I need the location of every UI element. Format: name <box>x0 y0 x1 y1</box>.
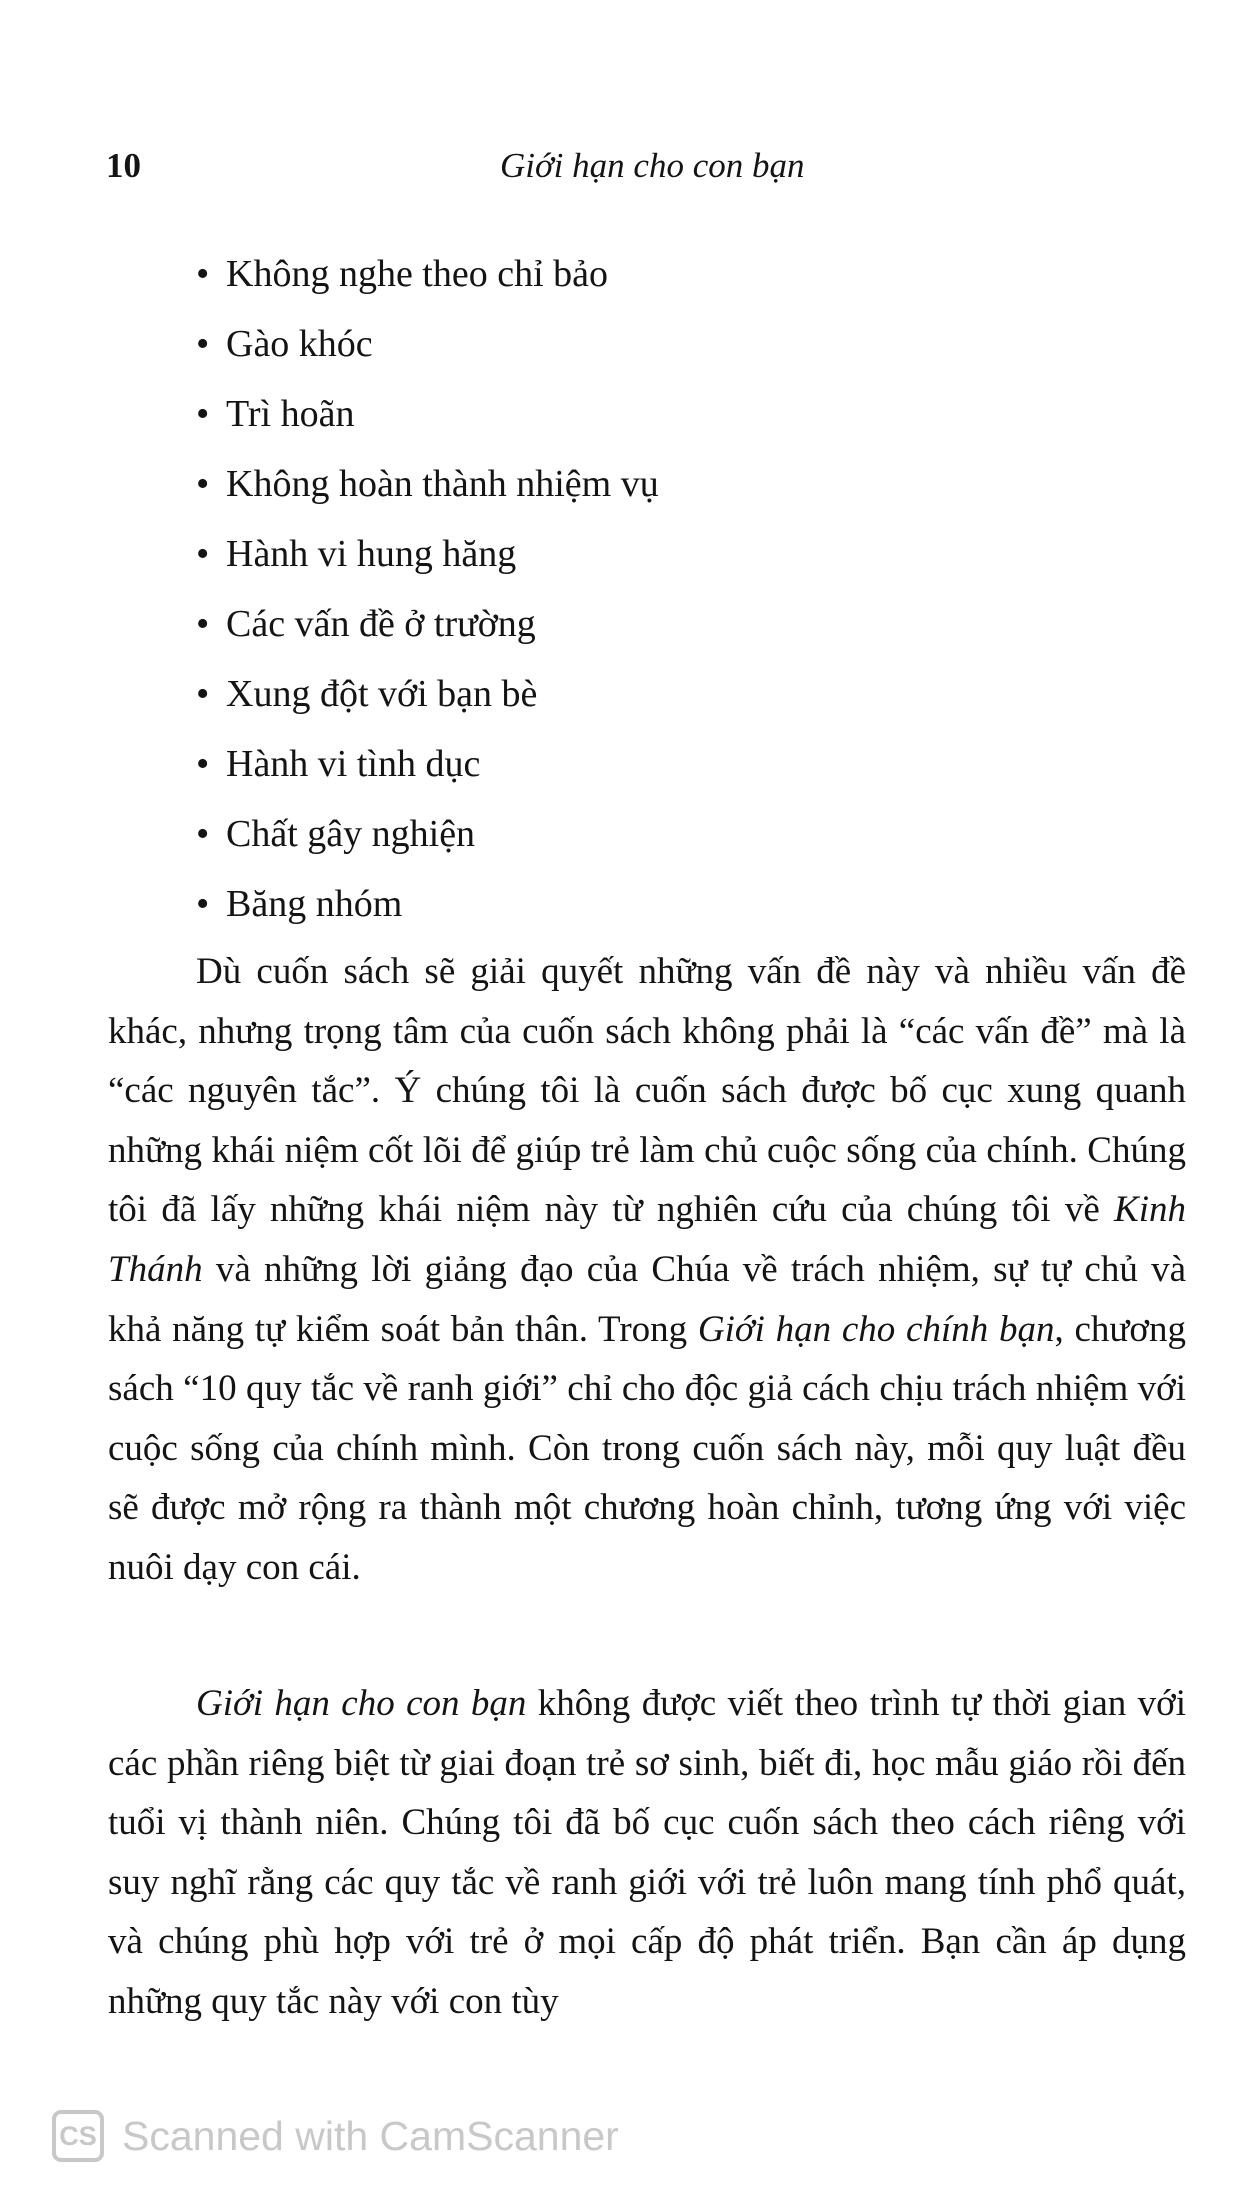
list-item: • Trì hoãn <box>196 388 659 458</box>
list-item: • Các vấn đề ở trường <box>196 598 659 668</box>
bullet-list <box>196 248 659 948</box>
running-head: Giới hạn cho con bạn <box>500 146 805 185</box>
book-title-italic: Giới hạn cho chính bạn <box>697 1308 1055 1350</box>
list-item: • Hành vi tình dục <box>196 738 659 808</box>
watermark-text: Scanned with CamScanner <box>122 2112 619 2159</box>
list-item: • Không nghe theo chỉ bảo <box>196 248 659 318</box>
paragraph-text: , chương sách “10 quy tắc về ranh giới” chỉ cho độc giả cách chịu trách nhiệm với cuộc sống của chính mình. Còn trong cuốn sách này, mỗi quy luật đều sẽ được mở rộng ra thành một chương hoàn chỉnh, tương ứng với việc nuôi dạy con cái. <box>108 1308 1186 1588</box>
paragraph-text: Dù cuốn sách sẽ giải quyết những vấn đề này và nhiều vấn đề khác, nhưng trọng tâm của cuốn sách không phải là “các vấn đề” mà là “các nguyên tắc”. Ý chúng tôi là cuốn sách được bố cục xung quanh những khái niệm cốt lõi để giúp trẻ làm chủ cuộc sống của chính. Chúng tôi đã lấy những khái niệm này từ nghiên cứu của chúng tôi về <box>108 951 1186 1231</box>
page-number: 10 <box>106 146 141 185</box>
camscanner-logo-icon: CS <box>52 2110 104 2162</box>
camscanner-watermark <box>52 2106 619 2166</box>
paragraph-text: và những lời giảng đạo của Chúa về trách nhiệm, sự tự chủ và khả năng tự kiểm soát bản thân. Trong <box>108 1248 1186 1350</box>
list-item: • Hành vi hung hăng <box>196 528 659 598</box>
book-title-italic: Giới hạn cho con bạn <box>196 1683 527 1724</box>
book-title-italic: Kinh Thánh <box>108 1189 1186 1290</box>
paragraph-text: không được viết theo trình tự thời gian với các phần riêng biệt từ giai đoạn trẻ sơ sinh, biết đi, học mẫu giáo rồi đến tuổi vị thành niên. Chúng tôi đã bố cục cuốn sách theo cách riêng với suy nghĩ rằng các quy tắc về ranh giới với trẻ luôn mang tính phổ quát, và chúng phù hợp với trẻ ở mọi cấp độ phát triển. Bạn cần áp dụng những quy tắc này với con tùy <box>108 1683 1186 2022</box>
list-item: • Xung đột với bạn bè <box>196 668 659 738</box>
body-paragraph-2 <box>108 1674 1186 2032</box>
list-item: • Gào khóc <box>196 318 659 388</box>
list-item: • Chất gây nghiện <box>196 808 659 878</box>
list-item: • Băng nhóm <box>196 878 659 948</box>
body-paragraph-1 <box>108 942 1186 1598</box>
list-item: • Không hoàn thành nhiệm vụ <box>196 458 659 528</box>
